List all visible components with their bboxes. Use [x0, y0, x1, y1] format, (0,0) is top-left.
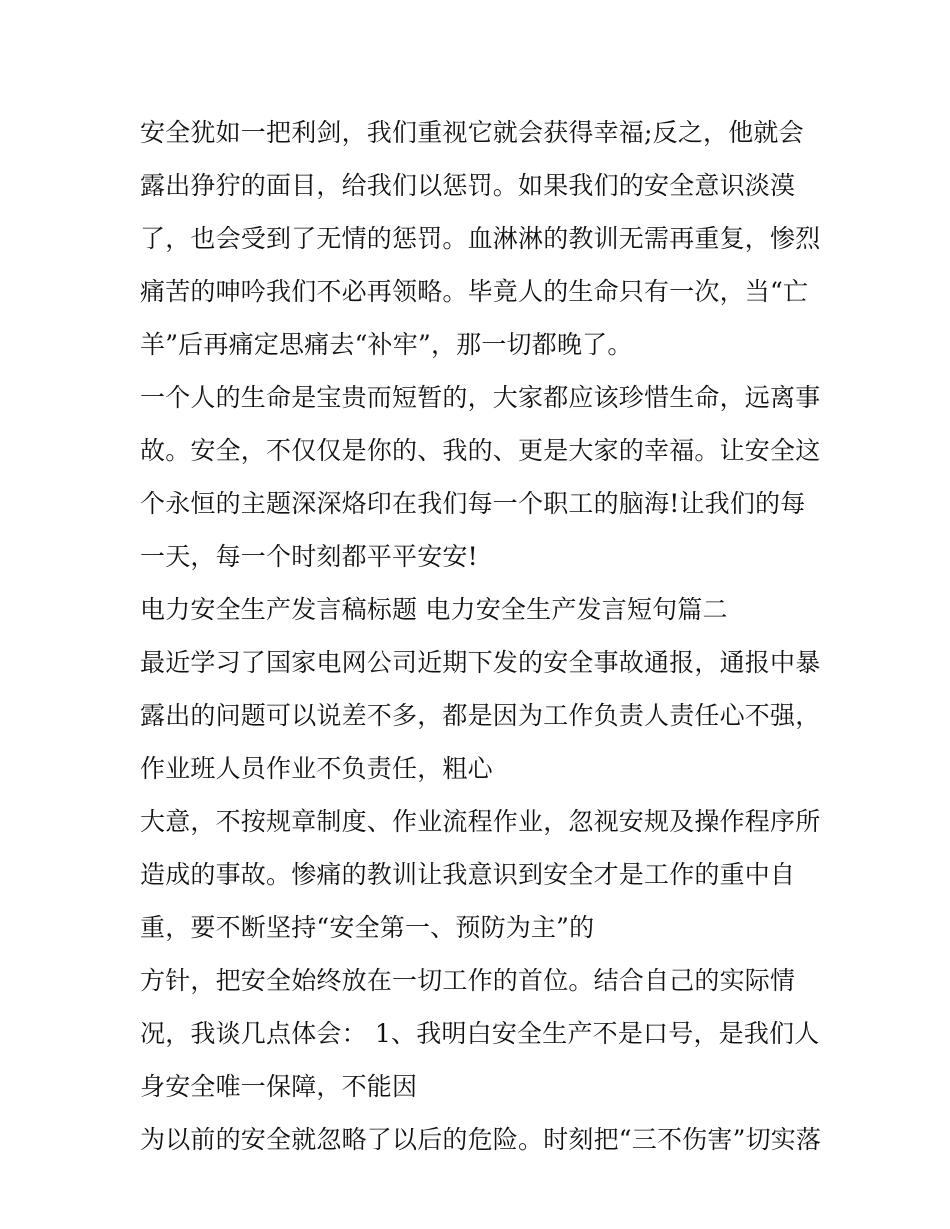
document-body — [140, 106, 820, 1166]
text-line: 露出的问题可以说差不多，都是因为工作负责人责任心不强， — [140, 701, 821, 730]
section-heading: 电力安全生产发言稿标题 电力安全生产发言短句篇二 — [140, 595, 728, 624]
text-line: 最近学习了国家电网公司近期下发的安全事故通报，通报中暴 — [140, 648, 821, 677]
text-line: 大意，不按规章制度、作业流程作业，忽视安规及操作程序所 — [140, 807, 821, 836]
text-line: 羊”后再痛定思痛去“补牢”，那一切都晚了。 — [140, 330, 633, 359]
text-line: 重，要不断坚持“安全第一、预防为主”的 — [140, 913, 595, 942]
text-line: 身安全唯一保障，不能因 — [140, 1072, 418, 1101]
text-line: 安全犹如一把利剑，我们重视它就会获得幸福;反之，他就会 — [140, 118, 804, 147]
text-line: 个永恒的主题深深烙印在我们每一个职工的脑海!让我们的每 — [140, 489, 806, 518]
text-line: 为以前的安全就忽略了以后的危险。时刻把“三不伤害”切实落 — [140, 1125, 822, 1154]
text-line: 方针，把安全始终放在一切工作的首位。结合自己的实际情 — [140, 966, 796, 995]
text-line: 造成的事故。惨痛的教训让我意识到安全才是工作的重中自 — [140, 860, 796, 889]
text-line: 况，我谈几点体会： 1、我明白安全生产不是口号，是我们人 — [140, 1019, 820, 1048]
text-line: 一个人的生命是宝贵而短暂的，大家都应该珍惜生命，远离事 — [140, 383, 821, 412]
text-line: 露出狰狞的面目，给我们以惩罚。如果我们的安全意识淡漠 — [140, 171, 796, 200]
text-line: 痛苦的呻吟我们不必再领略。毕竟人的生命只有一次，当“亡 — [140, 277, 809, 306]
text-line: 作业班人员作业不负责任，粗心 — [140, 754, 493, 783]
text-line: 了，也会受到了无情的惩罚。血淋淋的教训无需再重复，惨烈 — [140, 224, 821, 253]
text-line: 故。安全，不仅仅是你的、我的、更是大家的幸福。让安全这 — [140, 436, 821, 465]
text-line: 一天，每一个时刻都平平安安! — [140, 542, 478, 571]
